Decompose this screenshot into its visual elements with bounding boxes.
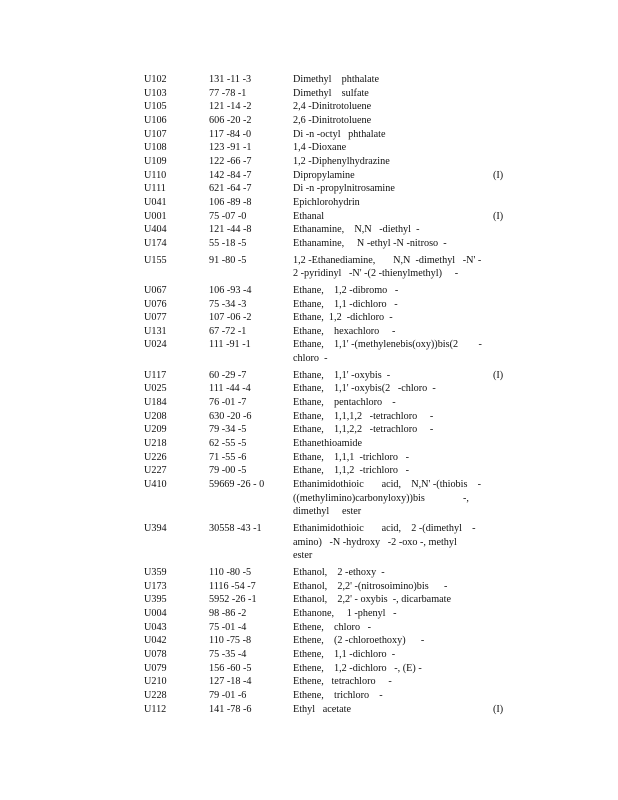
table-row	[144, 87, 514, 101]
cas-number: 106 -89 -8	[209, 196, 252, 208]
cas-number: 30558 -43 -1	[209, 523, 262, 534]
substance-name: Ethanal	[293, 210, 325, 222]
table-row	[144, 128, 514, 142]
table-row	[144, 73, 514, 87]
substance-name: Dimethyl sulfate	[293, 87, 369, 99]
waste-code: U131	[144, 325, 167, 337]
table-row	[144, 689, 514, 703]
waste-code: U209	[144, 424, 167, 436]
cas-number: 110 -75 -8	[209, 635, 252, 647]
cas-number: 79 -34 -5	[209, 424, 247, 436]
waste-code: U226	[144, 451, 167, 463]
waste-code: U102	[144, 74, 167, 85]
substance-name: Ethane, 1,1,1,2 -tetrachloro -	[293, 410, 434, 422]
substance-name: Ethene, 1,1 -dichloro -	[293, 648, 396, 660]
table-row	[144, 141, 514, 155]
waste-code: U067	[144, 284, 167, 296]
waste-code: U024	[144, 339, 167, 351]
waste-code: U001	[144, 210, 167, 222]
substance-name: Ethane, 1,1,2,2 -tetrachloro -	[293, 424, 434, 436]
table-row	[144, 338, 514, 365]
table-row	[144, 566, 514, 580]
waste-code: U174	[144, 237, 167, 249]
substance-name: Ethene, chloro -	[293, 621, 372, 633]
cas-number: 79 -00 -5	[209, 465, 247, 477]
table-row	[144, 607, 514, 621]
waste-code: U107	[144, 128, 167, 140]
substance-name: 1,2 -Diphenylhydrazine	[293, 155, 390, 167]
cas-number: 62 -55 -5	[209, 438, 247, 450]
table-row	[144, 675, 514, 689]
substance-name: 2,6 -Dinitrotoluene	[293, 114, 372, 126]
waste-code: U218	[144, 438, 167, 450]
cas-number: 111 -91 -1	[209, 339, 251, 351]
cas-number: 75 -34 -3	[209, 298, 247, 310]
cas-number: 141 -78 -6	[209, 703, 252, 715]
cas-number: 77 -78 -1	[209, 87, 247, 99]
waste-code: U208	[144, 410, 167, 422]
table-row	[144, 593, 514, 607]
cas-number: 121 -44 -8	[209, 224, 252, 236]
substance-name: Epichlorohydrin	[293, 196, 360, 208]
substance-name: Ethane, pentachloro -	[293, 397, 396, 409]
waste-code: U155	[144, 254, 167, 266]
waste-code: U173	[144, 580, 167, 592]
table-row	[144, 298, 514, 312]
table-row	[144, 423, 514, 437]
hazard-code: (I)	[493, 210, 504, 222]
substance-name: 1,4 -Dioxane	[293, 142, 347, 154]
substance-name: Ethanol, 2,2' -(nitrosoimino)bis -	[293, 580, 448, 592]
table-row	[144, 369, 514, 383]
substance-name: Ethanol, 2 -ethoxy -	[293, 566, 385, 578]
table-row	[144, 196, 514, 210]
cas-number: 630 -20 -6	[209, 410, 252, 422]
table-row	[144, 311, 514, 325]
table-row	[144, 410, 514, 424]
substance-name: Di -n -propylnitrosamine	[293, 183, 395, 195]
table-row	[144, 621, 514, 635]
cas-number: 111 -44 -4	[209, 383, 251, 395]
hazard-code: (I)	[493, 369, 504, 381]
substance-name: Ethyl acetate	[293, 703, 351, 715]
cas-number: 142 -84 -7	[209, 169, 252, 181]
cas-number: 91 -80 -5	[209, 254, 247, 266]
waste-code: U117	[144, 369, 167, 381]
cas-number: 75 -07 -0	[209, 210, 247, 222]
cas-number: 122 -66 -7	[209, 155, 252, 167]
table-row	[144, 325, 514, 339]
substance-name: Ethanimidothioic acid, N,N' -(thiobis - ((methylimino)carbonyloxy))bis -, dimethyl ester	[293, 479, 482, 518]
substance-name: Ethanimidothioic acid, 2 -(dimethyl - amino) -N -hydroxy -2 -oxo -, methyl ester	[293, 523, 476, 562]
cas-number: 606 -20 -2	[209, 114, 252, 126]
cas-number: 5952 -26 -1	[209, 594, 257, 606]
table-row	[144, 223, 514, 237]
waste-code: U111	[144, 183, 166, 195]
substance-name: Ethane, 1,1' -oxybis -	[293, 369, 391, 381]
substance-name: Ethane, 1,1,2 -trichloro -	[293, 465, 409, 477]
substance-name: Dimethyl phthalate	[293, 74, 380, 85]
table-row	[144, 634, 514, 648]
waste-code: U108	[144, 142, 167, 154]
waste-code: U078	[144, 648, 167, 660]
table-row	[144, 580, 514, 594]
waste-code: U042	[144, 635, 167, 647]
substance-name: Ethanethioamide	[293, 438, 363, 450]
substance-name: Ethanamine, N -ethyl -N -nitroso -	[293, 237, 447, 249]
table-row	[144, 284, 514, 298]
waste-code: U106	[144, 114, 167, 126]
table-row	[144, 396, 514, 410]
cas-number: 1116 -54 -7	[209, 580, 256, 592]
hazard-code: (I)	[493, 169, 504, 181]
substance-name: 1,2 -Ethanediamine, N,N -dimethyl -N' - 2 -pyridinyl -N' -(2 -thienylmethyl) -	[293, 254, 482, 280]
table-row	[144, 478, 514, 519]
hazardous-waste-table	[144, 73, 514, 716]
substance-name: Ethene, tetrachloro -	[293, 676, 392, 688]
cas-number: 621 -64 -7	[209, 183, 252, 195]
waste-code: U410	[144, 479, 167, 491]
table-row	[144, 182, 514, 196]
table-row	[144, 382, 514, 396]
cas-number: 106 -93 -4	[209, 284, 252, 296]
waste-code: U109	[144, 155, 167, 167]
substance-name: Ethane, 1,2 -dibromo -	[293, 284, 399, 296]
table-row	[144, 451, 514, 465]
hazard-code: (I)	[493, 703, 504, 715]
waste-code: U076	[144, 298, 167, 310]
waste-code: U210	[144, 676, 167, 688]
waste-code: U077	[144, 312, 167, 324]
cas-number: 75 -35 -4	[209, 648, 247, 660]
waste-code: U227	[144, 465, 167, 477]
waste-code: U228	[144, 689, 167, 701]
table-row	[144, 155, 514, 169]
substance-name: Ethane, 1,1' -(methylenebis(oxy))bis(2 - chloro -	[293, 339, 482, 365]
table-row	[144, 237, 514, 251]
cas-number: 98 -86 -2	[209, 607, 247, 619]
cas-number: 76 -01 -7	[209, 397, 247, 409]
table-row	[144, 703, 514, 717]
waste-code: U112	[144, 703, 167, 715]
cas-number: 75 -01 -4	[209, 621, 247, 633]
cas-number: 79 -01 -6	[209, 689, 247, 701]
cas-number: 59669 -26 - 0	[209, 479, 265, 491]
waste-code: U043	[144, 621, 167, 633]
waste-code: U105	[144, 101, 167, 113]
cas-number: 121 -14 -2	[209, 101, 252, 113]
cas-number: 127 -18 -4	[209, 676, 252, 688]
substance-name: Ethane, 1,1' -oxybis(2 -chloro -	[293, 383, 436, 395]
table-row	[144, 114, 514, 128]
waste-code: U395	[144, 594, 167, 606]
table-row	[144, 210, 514, 224]
table-row	[144, 437, 514, 451]
cas-number: 123 -91 -1	[209, 142, 252, 154]
substance-name: Ethane, 1,2 -dichloro -	[293, 312, 393, 324]
substance-name: Ethanamine, N,N -diethyl -	[293, 224, 420, 236]
waste-code: U359	[144, 566, 167, 578]
table-row	[144, 662, 514, 676]
substance-name: Ethene, 1,2 -dichloro -, (E) -	[293, 662, 422, 674]
cas-number: 107 -06 -2	[209, 312, 252, 324]
cas-number: 131 -11 -3	[209, 74, 252, 85]
substance-name: Ethene, (2 -chloroethoxy) -	[293, 635, 425, 647]
substance-name: Dipropylamine	[293, 169, 355, 181]
cas-number: 117 -84 -0	[209, 128, 252, 140]
table-row	[144, 100, 514, 114]
table-row	[144, 169, 514, 183]
waste-code: U110	[144, 169, 167, 181]
cas-number: 110 -80 -5	[209, 566, 252, 578]
waste-code: U041	[144, 196, 167, 208]
table-row	[144, 522, 514, 563]
waste-code: U404	[144, 224, 167, 236]
waste-code: U394	[144, 523, 167, 534]
substance-name: Ethene, trichloro -	[293, 689, 383, 701]
waste-code: U184	[144, 397, 167, 409]
table-row	[144, 648, 514, 662]
table-row	[144, 254, 514, 281]
cas-number: 55 -18 -5	[209, 237, 247, 249]
table-row	[144, 464, 514, 478]
substance-name: Di -n -octyl phthalate	[293, 128, 386, 140]
cas-number: 60 -29 -7	[209, 369, 247, 381]
cas-number: 71 -55 -6	[209, 451, 247, 463]
waste-code: U103	[144, 87, 167, 99]
waste-code: U004	[144, 607, 167, 619]
waste-code: U079	[144, 662, 167, 674]
cas-number: 156 -60 -5	[209, 662, 252, 674]
substance-name: Ethane, 1,1 -dichloro -	[293, 298, 398, 310]
substance-name: Ethanone, 1 -phenyl -	[293, 607, 397, 619]
substance-name: Ethane, hexachloro -	[293, 325, 396, 337]
cas-number: 67 -72 -1	[209, 325, 247, 337]
substance-name: Ethanol, 2,2' - oxybis -, dicarbamate	[293, 594, 452, 606]
substance-name: Ethane, 1,1,1 -trichloro -	[293, 451, 409, 463]
substance-name: 2,4 -Dinitrotoluene	[293, 101, 372, 113]
waste-code: U025	[144, 383, 167, 395]
